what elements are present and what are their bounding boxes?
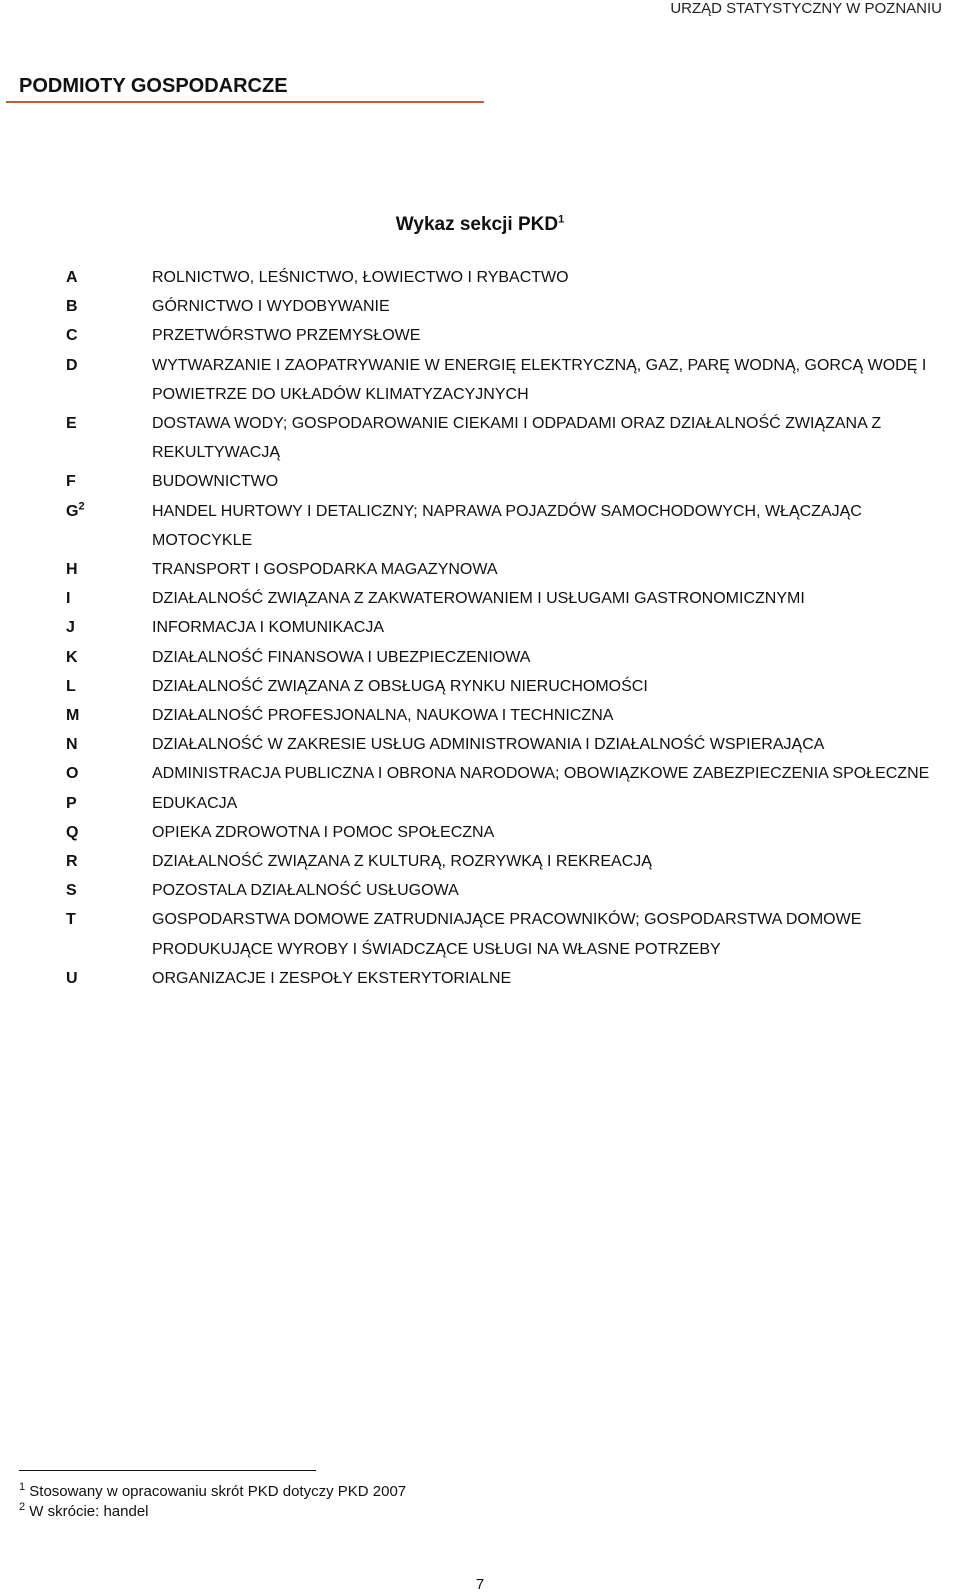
- section-name: DZIAŁALNOŚĆ ZWIĄZANA Z OBSŁUGĄ RYNKU NIERUCHOMOŚCI: [152, 677, 648, 695]
- section-code: [0, 409, 152, 467]
- section-code: [0, 759, 152, 788]
- footnote-mark: 1: [19, 1481, 26, 1493]
- pkd-section-row: [0, 467, 960, 496]
- section-code-letter: G: [66, 502, 79, 520]
- section-code-letter: P: [66, 794, 77, 812]
- pkd-section-row: [0, 789, 960, 818]
- section-code: [0, 643, 152, 672]
- section-name: TRANSPORT I GOSPODARKA MAGAZYNOWA: [152, 561, 498, 579]
- section-code: [0, 672, 152, 701]
- section-name: GOSPODARSTWA DOMOWE ZATRUDNIAJĄCE PRACOWNIKÓW; GOSPODARSTWA DOMOWE PRODUKUJĄCE WYROBY I ŚWIADCZĄCE USŁUGI NA WŁASNE POTRZEBY: [152, 911, 862, 958]
- section-code: [0, 584, 152, 613]
- section-name: ORGANIZACJE I ZESPOŁY EKSTERYTORIALNE: [152, 969, 512, 987]
- section-code-letter: N: [66, 736, 78, 754]
- pkd-section-row: [0, 672, 960, 701]
- section-code: [0, 730, 152, 759]
- section-code-letter: O: [66, 765, 79, 783]
- section-name: ADMINISTRACJA PUBLICZNA I OBRONA NARODOWA; OBOWIĄZKOWE ZABEZPIECZENIA SPOŁECZNE: [152, 765, 930, 783]
- section-name: DOSTAWA WODY; GOSPODAROWANIE CIEKAMI I ODPADAMI ORAZ DZIAŁALNOŚĆ ZWIĄZANA Z REKULTYWACJĄ: [152, 415, 882, 462]
- section-name: WYTWARZANIE I ZAOPATRYWANIE W ENERGIĘ ELEKTRYCZNĄ, GAZ, PARĘ WODNĄ, GORCĄ WODĘ I POWIETRZE DO UKŁADÓW KLIMATYZACYJNYCH: [152, 356, 927, 403]
- footnote-mark: 2: [19, 1501, 26, 1513]
- section-code-letter: K: [66, 648, 78, 666]
- footnote-ref: 1: [558, 213, 565, 226]
- footnote-item: [19, 1482, 406, 1502]
- section-name: GÓRNICTWO I WYDOBYWANIE: [152, 298, 390, 316]
- section-code: [0, 263, 152, 292]
- section-code-letter: C: [66, 327, 78, 345]
- section-code-letter: R: [66, 853, 78, 871]
- section-name: DZIAŁALNOŚĆ ZWIĄZANA Z ZAKWATEROWANIEM I USŁUGAMI GASTRONOMICZNYMI: [152, 590, 805, 608]
- section-code-letter: Q: [66, 823, 79, 841]
- section-code: [0, 701, 152, 730]
- section-code-letter: U: [66, 969, 78, 987]
- section-name: ROLNICTWO, LEŚNICTWO, ŁOWIECTWO I RYBACTWO: [152, 269, 569, 286]
- section-code-letter: J: [66, 619, 75, 637]
- section-name: DZIAŁALNOŚĆ FINANSOWA I UBEZPIECZENIOWA: [152, 648, 531, 666]
- footnote-item: [19, 1502, 406, 1522]
- pkd-section-row: [0, 555, 960, 584]
- section-code: [0, 905, 152, 963]
- pkd-section-row: [0, 876, 960, 905]
- pkd-section-row: [0, 759, 960, 788]
- section-code-letter: I: [66, 590, 71, 608]
- section-name: DZIAŁALNOŚĆ ZWIĄZANA Z KULTURĄ, ROZRYWKĄ I REKREACJĄ: [152, 853, 652, 871]
- pkd-section-row: [0, 847, 960, 876]
- section-name: BUDOWNICTWO: [152, 473, 279, 491]
- footnote-ref: 2: [78, 500, 85, 513]
- pkd-section-row: [0, 730, 960, 759]
- pkd-section-row: [0, 409, 960, 467]
- pkd-section-row: [0, 584, 960, 613]
- footnotes: [19, 1482, 406, 1522]
- section-code: [0, 497, 152, 555]
- chapter-title-underline: [6, 101, 484, 103]
- pkd-section-row: [0, 905, 960, 963]
- section-code-letter: S: [66, 882, 77, 900]
- footnote-separator: [19, 1470, 316, 1471]
- section-code-letter: D: [66, 356, 78, 374]
- section-heading-text: Wykaz sekcji PKD: [395, 214, 559, 235]
- page-number: 7: [475, 1576, 485, 1593]
- pkd-section-row: [0, 701, 960, 730]
- section-code: [0, 321, 152, 350]
- section-name: DZIAŁALNOŚĆ PROFESJONALNA, NAUKOWA I TECHNICZNA: [152, 707, 614, 725]
- section-code: [0, 613, 152, 642]
- section-code: [0, 818, 152, 847]
- section-code: [0, 555, 152, 584]
- section-code: [0, 964, 152, 993]
- section-code-letter: L: [66, 677, 76, 695]
- section-code-letter: F: [66, 473, 76, 491]
- footnote-text: W skrócie: handel: [29, 1503, 149, 1520]
- section-code: [0, 789, 152, 818]
- pkd-section-row: [0, 613, 960, 642]
- section-code-letter: E: [66, 415, 77, 433]
- section-name: POZOSTALA DZIAŁALNOŚĆ USŁUGOWA: [152, 882, 459, 900]
- pkd-section-row: [0, 292, 960, 321]
- pkd-section-row: [0, 964, 960, 993]
- footnote-text: Stosowany w opracowaniu skrót PKD dotyczy PKD 2007: [29, 1483, 407, 1500]
- section-code-letter: T: [66, 911, 76, 929]
- section-code-letter: B: [66, 298, 78, 316]
- section-code: [0, 292, 152, 321]
- pkd-section-row: [0, 818, 960, 847]
- section-code: [0, 876, 152, 905]
- section-name: PRZETWÓRSTWO PRZEMYSŁOWE: [152, 327, 421, 345]
- pkd-section-row: [0, 643, 960, 672]
- section-name: DZIAŁALNOŚĆ W ZAKRESIE USŁUG ADMINISTROWANIA I DZIAŁALNOŚĆ WSPIERAJĄCA: [152, 736, 825, 754]
- pkd-section-list: [0, 263, 960, 993]
- chapter-title: PODMIOTY GOSPODARCZE: [19, 75, 288, 97]
- section-code: [0, 847, 152, 876]
- section-name: INFORMACJA I KOMUNIKACJA: [152, 619, 385, 637]
- section-code-letter: A: [66, 269, 78, 286]
- pkd-section-row: [0, 321, 960, 350]
- section-code-letter: M: [66, 707, 80, 725]
- pkd-section-row: [0, 497, 960, 555]
- pkd-section-row: [0, 263, 960, 292]
- pkd-section-row: [0, 351, 960, 409]
- section-name: EDUKACJA: [152, 794, 238, 812]
- section-code: [0, 467, 152, 496]
- section-code-letter: H: [66, 561, 78, 579]
- section-code: [0, 351, 152, 409]
- section-heading: [0, 213, 960, 237]
- section-name: OPIEKA ZDROWOTNA I POMOC SPOŁECZNA: [152, 823, 495, 841]
- running-header: URZĄD STATYSTYCZNY W POZNANIU: [670, 0, 942, 17]
- section-name: HANDEL HURTOWY I DETALICZNY; NAPRAWA POJAZDÓW SAMOCHODOWYCH, WŁĄCZAJĄC MOTOCYKLE: [152, 502, 862, 549]
